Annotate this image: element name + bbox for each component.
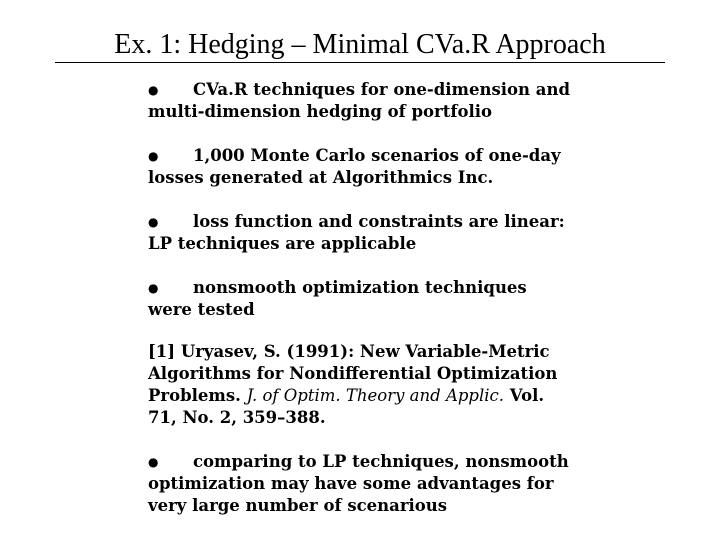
- bullet-text-continued: LP techniques are applicable: [148, 234, 417, 253]
- bullet-text: CVa.R techniques for one-dimension and: [193, 80, 570, 99]
- bullet-text: nonsmooth optimization techniques: [193, 278, 527, 297]
- reference-text: Problems.: [148, 386, 241, 405]
- bullet-text-continued: very large number of scenarious: [148, 496, 448, 515]
- bullet-icon: ●: [148, 83, 159, 97]
- slide-title: Ex. 1: Hedging – Minimal CVa.R Approach: [114, 29, 606, 60]
- bullet-line: [148, 451, 588, 473]
- bullet-icon: ●: [148, 455, 159, 469]
- bullet-text-continued: multi-dimension hedging of portfolio: [148, 102, 492, 121]
- reference-line: 71, No. 2, 359–388.: [148, 408, 326, 427]
- bullet-text: 1,000 Monte Carlo scenarios of one-day: [193, 146, 561, 165]
- bullet-item: [148, 277, 588, 321]
- bullet-text-continued: were tested: [148, 300, 255, 319]
- bullet-text: comparing to LP techniques, nonsmooth: [193, 452, 569, 471]
- bullet-item: [148, 145, 588, 189]
- bullet-text-continued: optimization may have some advantages for: [148, 474, 554, 493]
- reference-line: [148, 385, 588, 407]
- bullet-item: [148, 211, 588, 255]
- bullet-icon: ●: [148, 215, 159, 229]
- bullet-text: loss function and constraints are linear:: [193, 212, 565, 231]
- title-underline: [55, 62, 665, 63]
- bullet-icon: ●: [148, 281, 159, 295]
- bullet-icon: ●: [148, 149, 159, 163]
- slide-content: [148, 79, 588, 539]
- bullet-line: [148, 79, 588, 101]
- bullet-text-continued: losses generated at Algorithmics Inc.: [148, 168, 494, 187]
- bullet-line: [148, 277, 588, 299]
- bullet-item: [148, 451, 588, 517]
- bullet-line: [148, 211, 588, 233]
- reference-line: Algorithms for Nondifferential Optimization: [148, 364, 558, 383]
- bullet-line: [148, 145, 588, 167]
- reference-line: [1] Uryasev, S. (1991): New Variable-Metric: [148, 342, 550, 361]
- reference-citation: [148, 341, 588, 429]
- journal-name: J. of Optim. Theory and Applic.: [246, 386, 505, 405]
- bullet-item: [148, 79, 588, 123]
- reference-text: Vol.: [509, 386, 545, 405]
